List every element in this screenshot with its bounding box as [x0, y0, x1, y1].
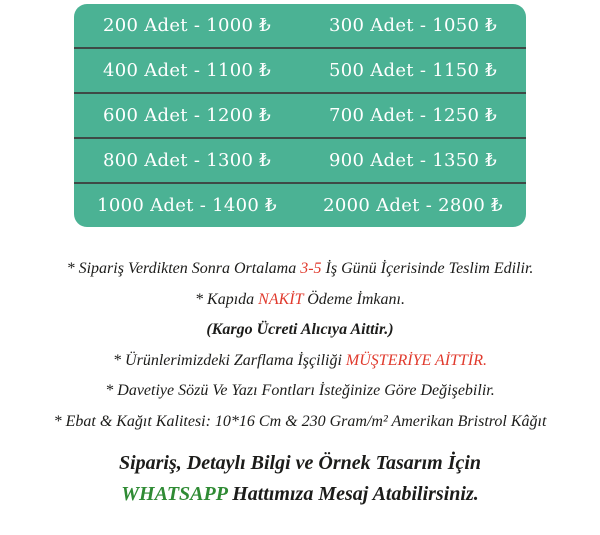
note-shipping: (Kargo Ücreti Alıcıya Aittir.) [206, 321, 394, 338]
price-cell: 2000 Adet - 2800 ₺ [323, 195, 503, 216]
price-cell: 900 Adet - 1350 ₺ [328, 150, 498, 171]
price-cell: 400 Adet - 1100 ₺ [102, 60, 272, 81]
price-table [74, 4, 526, 227]
contact-line1: Sipariş, Detaylı Bilgi ve Örnek Tasarım İçin [118, 452, 482, 474]
price-cell: 700 Adet - 1250 ₺ [328, 105, 498, 126]
note-highlight: 3-5 [300, 260, 322, 277]
note-text: * Kapıda [195, 290, 259, 308]
price-row [74, 137, 526, 182]
note-delivery [0, 254, 600, 285]
whatsapp-label: WHATSAPP [121, 483, 228, 505]
note-size: * Ebat & Kağıt Kalitesi: 10*16 Cm & 230 Gram/m² Amerikan Bristrol Kâğıt [53, 412, 547, 430]
price-row [74, 47, 526, 92]
notes-section [0, 254, 600, 437]
price-cell: 300 Adet - 1050 ₺ [328, 15, 498, 36]
note-payment [0, 285, 600, 316]
price-cell: 800 Adet - 1300 ₺ [102, 150, 272, 171]
price-cell: 1000 Adet - 1400 ₺ [97, 195, 277, 216]
note-fonts: * Davetiye Sözü Ve Yazı Fontları İsteğinize Göre Değişebilir. [105, 382, 495, 399]
price-cell: 500 Adet - 1150 ₺ [328, 60, 498, 81]
price-cell: 600 Adet - 1200 ₺ [102, 105, 272, 126]
note-text: İş Günü İçerisinde Teslim Edilir. [321, 260, 534, 277]
note-highlight: NAKİT [258, 290, 304, 308]
contact-line2 [0, 479, 600, 510]
price-cell: 200 Adet - 1000 ₺ [102, 15, 272, 36]
contact-text: Hattımıza Mesaj Atabilirsiniz. [227, 483, 479, 505]
price-row [74, 92, 526, 137]
note-text: * Ürünlerimizdeki Zarflama İşçiliği [113, 351, 346, 369]
note-highlight: MÜŞTERİYE AİTTİR. [345, 351, 487, 369]
note-labor [0, 346, 600, 377]
price-row [74, 182, 526, 227]
pricing-flyer [0, 4, 600, 535]
note-text: * Sipariş Verdikten Sonra Ortalama [66, 260, 301, 277]
price-row [74, 4, 526, 47]
contact-section [0, 448, 600, 510]
note-text: Ödeme İmkanı. [303, 290, 405, 308]
